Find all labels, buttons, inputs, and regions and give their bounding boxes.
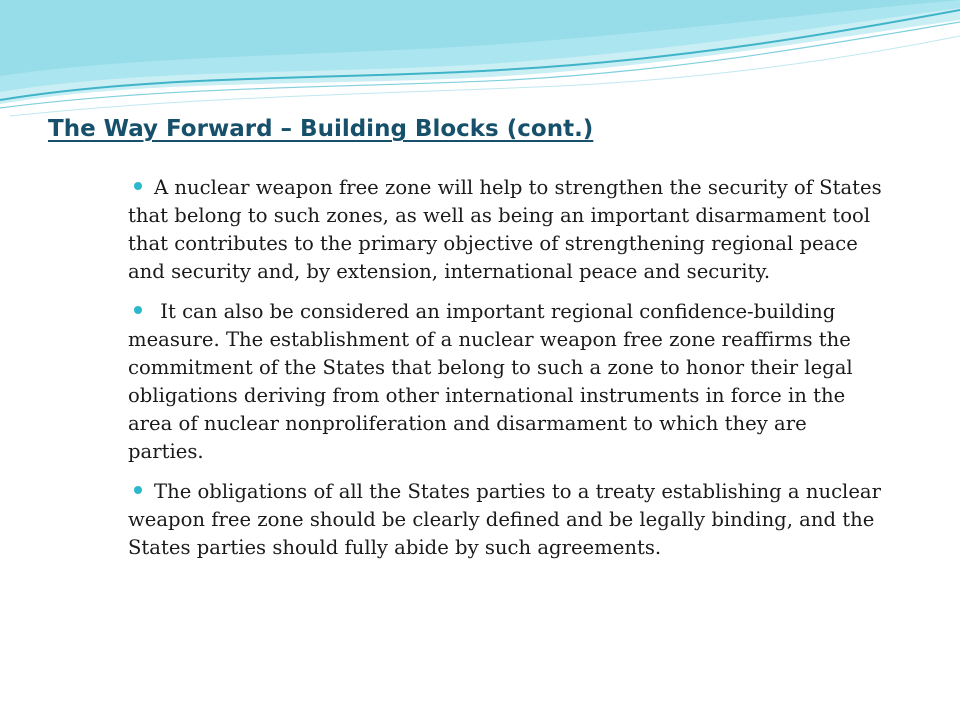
bullet-dot-icon xyxy=(134,486,142,494)
bullet-item xyxy=(128,478,888,562)
bullet-text: A nuclear weapon free zone will help to strengthen the security of States that belong to such zones, as well as being an important disarmament tool that contributes to the primary objective of strengthening regional peace and security and, by extension, international peace and security. xyxy=(128,176,882,283)
slide-title: The Way Forward – Building Blocks (cont.) xyxy=(48,116,594,142)
bullet-item xyxy=(128,298,888,466)
bullet-text: The obligations of all the States parties to a treaty establishing a nuclear weapon free zone should be clearly defined and be legally binding, and the States parties should fully abide by such agreements. xyxy=(128,480,881,559)
bullet-item xyxy=(128,174,888,286)
bullet-list xyxy=(128,174,888,574)
bullet-dot-icon xyxy=(134,306,142,314)
bullet-dot-icon xyxy=(134,182,142,190)
bullet-text: It can also be considered an important regional confidence-building measure. The establishment of a nuclear weapon free zone reaffirms the commitment of the States that belong to such a zone to honor their legal obligations deriving from other international instruments in force in the area of nuclear nonproliferation and disarmament to which they are parties. xyxy=(128,300,853,463)
header-wave-graphic xyxy=(0,0,960,120)
